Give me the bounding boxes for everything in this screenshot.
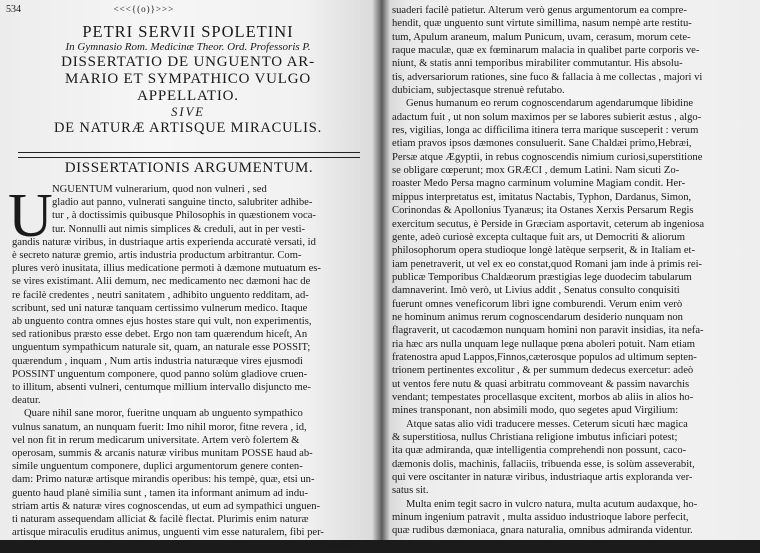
text-line: roaster Medo Persa magno carminum volumine Magiam condit. Her- [392,178,686,190]
text-line: guento haud planè similia sunt , tamen ita informant animum ad indu- [12,487,308,499]
ornament: <<<{(o)}>>> [113,4,175,14]
text-line: philosophorum opera studioque longè latèque serpserit, & in Italiam et- [392,245,696,257]
text-line: niunt, & statis anni temporibus mirabiliter commutantur. His absolu- [392,58,683,70]
section-heading: DISSERTATIONIS ARGUMENTUM. [64,160,314,176]
text-line: striam artis & naturæ vires cognoscendas, ut eum ad sympathici unguen- [12,500,321,512]
right-page [380,0,760,540]
text-line: Genus humanum eo rerum cognoscendarum agendarumque libidine [406,98,694,110]
text-line: ut ventos fere nutu & quasi arbitratu commoveant & passim navarchis [392,378,690,390]
text-line: & superstitiosa, nullus Christiana religione imbutus inficiari potest; [392,432,678,443]
text-line: tur. Nonnulli aut nimis simplices & creduli, aut in per vesti- [52,223,306,235]
text-line: mippus interpretatus est, imitatus Nactabis, Typhon, Dardanus, Simon, [392,191,692,203]
divider-rule [18,157,360,158]
text-line: vel non fit in rerum medicarum universitate. Artem verò folertem & [12,434,300,446]
left-page [0,0,380,552]
title-sive: SIVE [171,105,205,119]
text-line: dæmonis dolis, machinis, fallaciis, tribuenda esse, is solùm asseverabit, [392,458,695,470]
text-line: exercitum secutus, è Perside in Græciam asportavit, ceterum ab ingeniosa [392,218,705,230]
text-line: adactum fuit , ut non solum maximos per se labores subierit æstus , algo- [392,111,702,123]
text-line: satus sit. [392,485,429,497]
text-line: deatur. [12,395,41,407]
drop-cap: U [8,182,53,250]
text-line: suaderi facilè patietur. Alterum verò genus argumentorum ea compre- [392,5,687,16]
text-line: quærendum , inquam , Num artis industria naturæque vires ejusmodi [12,355,303,367]
text-line: ita quæ admiranda, quæ intelligentia comprehendi non possunt, caco- [392,445,687,457]
text-line: vendant; tempestates procellasque excitent, morbos ab aliis in alios ho- [392,391,694,403]
title-line-1: DISSERTATIO DE UNGUENTO AR- [61,54,315,70]
title-author: PETRI SERVII SPOLETINI [82,22,294,41]
text-line: se vires existimant. Alii demum, nec medicamento nec dæmoni hac de [12,276,311,288]
text-line: tur , à doctissimis quibusque Philosophis in quæstionem voca- [52,210,316,222]
text-line: res, vigilias, longa ac difficilima itinera terra marique susceperit : verum [392,125,699,137]
title-block [18,22,358,137]
text-line: ti naturam assequendam alliciat & facilè flectat. Plurimis enim naturæ [12,514,309,526]
right-body-text [392,4,756,538]
text-line: Quare nihil sane moror, fueritne unquam ab unguento sympathico [24,408,303,420]
text-line: fuerunt omnes veneficorum libri igne comburendi. Verum enim verò [392,298,683,310]
text-line: vulnus sanatum, an nunquam fuerit: Imo nihil moror, fitne revera , id, [12,421,307,433]
text-line: NGUENTUM vulnerarium, quod non vulneri , sed [52,184,267,195]
left-body-text [12,183,358,553]
title-line-2: MARIO ET SYMPATHICO VULGO [64,71,311,87]
text-line: minum ingenium patravit , multa assiduo industrioque labore perfecit, [392,512,689,524]
text-line: Multa enim tegit sacro in vulcro natura, multa acutum audaxque, ho- [406,498,698,510]
text-line: ne hominum animus rerum cognoscendarum desiderio nunquam non [392,311,683,323]
text-line: operosam, summis & arcanis naturæ viribus munitam POSSE haud ab- [12,448,313,460]
text-line: trionem pertinentes excolitur , & per summum dedecus exercetur: adeò [392,365,694,377]
text-line: fratenostra apud Lappos,Finnos,cæterosque populos ad ultimum septen- [392,351,697,363]
text-line: simile unguentum componere, duplici argumentorum genere conten- [12,461,303,473]
text-line: sed rationibus præsto esse debet. Ergo non tam quærendum hiceſt, An [12,329,308,341]
text-line: gente, adeò curiosè excepta cultaque fuit ars, ut Democriti & aliorum [392,231,685,243]
text-line: ria hæc ars nulla unquam lege nullaque pœna aboleri potuit. Nam etiam [392,338,696,350]
text-line: POSSINT unguentum componere, quod panno solùm gladiove cruen- [12,368,308,380]
text-line: plures verò inusitata, illius medicatione permoti à dæmone mutuatum es- [12,263,321,275]
text-line: è secreto naturæ gremio, artis industria productum arbitrantur. Com- [12,250,302,262]
text-line: ab unguento contra omnes ejus hostes stare qui vult, non experimentis, [12,316,312,328]
title-line-3: APPELLATIO. [137,88,239,104]
divider-rule [18,152,360,153]
text-line: suaderi [327,540,358,552]
text-line: se obligare cœperunt; mox GRÆCI , demum Latini. Nam sicuti Zo- [392,165,680,177]
text-line: qui vere oscitanter in naturæ viribus, industriaque artis exploranda ver- [392,472,693,484]
text-line: dubiciam, subjectasque strenuè refutabo. [392,85,565,97]
text-line: Persæ atque Ægyptii, in rebus cognoscendis nimium curiosi,superstitione [392,151,703,163]
title-affiliation: In Gymnasio Rom. Medicinæ Theor. Ord. Professoris P. [65,41,311,53]
text-line: raque maculæ, quæ ex fœminarum malacia in qualibet parte corporis ve- [392,45,700,57]
page-number: 534 [6,3,21,15]
text-line: tis, adversariorum rationes, sine fuco & fallacia à me collectas , majori vi [392,71,703,83]
text-line: mines transponant, non absimili modo, quo segetes apud Virgilium: [392,405,679,417]
text-line: dam: Primo naturæ artisque mirandis operibus: his tempè, quæ, etsi un- [12,474,315,486]
text-line: publicæ Temporibus Chaldæorum præstigias lege duodecim tabularum [392,271,692,283]
book-gutter [372,0,390,540]
text-line: artisque miraculis eruditus animus, unguenti vim esse naturalem, fibi per- [12,527,324,539]
text-line: iam penetraverit, ut vel ex eo constat,quod Romani jam inde à primis rei- [392,258,703,270]
text-line: flagraverit, ut cacodæmon nunquam homini non paravit insidias, ita nefa- [392,325,704,337]
text-line: to illitum, absenti vulneri, centumque millium intervallo disjuncto me- [12,382,311,394]
text-line: hendit, quæ unguento sunt virtute simillima, nasum nempè arte restitu- [392,18,692,30]
title-subtitle: DE NATURÆ ARTISQUE MIRACULIS. [53,120,323,136]
text-line: gladio aut panno, vulnerati sanguine tincto, salubriter adhibe- [52,197,313,209]
text-line: Corinondas & Apollonius Tyanæus; ita Ostanes Xerxis Persarum Regis [392,205,694,217]
text-line: gandis naturæ viribus, in dustriaque artis experienda accuratè versati, id [12,236,316,248]
text-line: quæ rudibus dæmoniaca, gnara naturalia, omnibus admiranda videntur. [392,525,693,537]
left-running-head [6,2,370,16]
text-line: re facilè credentes , neutri sanitatem , adhibito unguento redditam, ad- [12,289,309,301]
text-line: tum, Apulum araneum, malum Punicum, uvam, cerasum, morum cete- [392,31,691,43]
text-line: Atque satas alio vidi traducere messes. Ceterum sicuti hæc magica [406,418,688,430]
text-line: damnaverint. Imò verò, ut Livius addit , Senatus consulto conquisiti [392,285,680,297]
text-line: scribunt, sed uni naturæ tanquam certissimo vulnerum medico. Itaque [12,302,308,314]
text-line: unguentum sympathicum naturale sit, quam, an naturale esse POSSIT; [12,342,311,354]
text-line: etiam pravos ipsos dæmones consuluerit. Sane Chaldæi primo,Hebræi, [392,138,692,150]
